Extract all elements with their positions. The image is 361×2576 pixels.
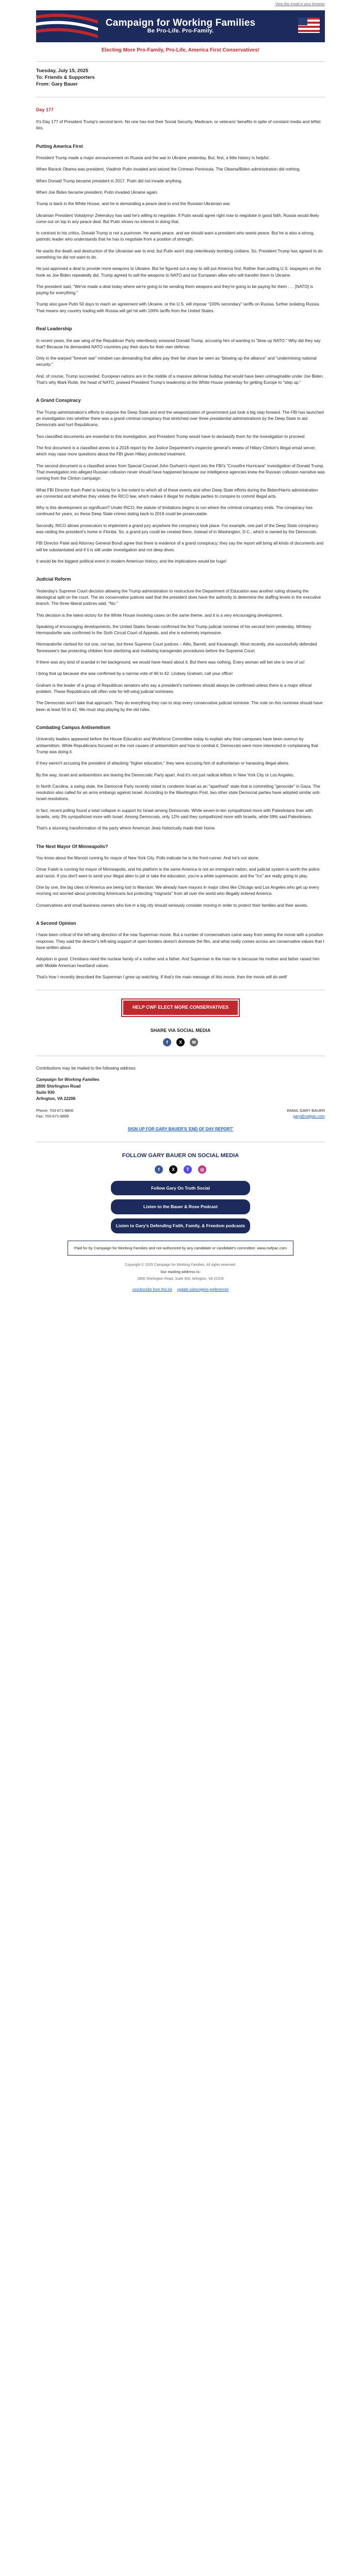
paragraph: Why is this development so significant? Under RICO, the statute of limitations begins to run where the criminal conspiracy ends. The conspiracy has continued for years, so these Deep State crimes dating back to 2016 could be prosecutable.: [36, 505, 313, 517]
email-from: From: Gary Bauer: [36, 81, 78, 87]
paragraph: University leaders appeared before the House Education and Workforce Committee today to explain why their campuses have been overrun by antisemitism. While Republicans focused on the root causes of antisemitism and how to combat it, Democrats were more interested in complaining that Trump was doing it.: [36, 737, 318, 754]
paragraph: Adoption is good. Christians need the nuclear family of a mother and a father. And Superman is the man he is because his mother and father raised him with Middle American heartland values.: [36, 957, 320, 968]
section-heading: Combating Campus Antisemitism: [36, 724, 110, 730]
paragraph: Trump also gave Putin 50 days to reach an agreement with Ukraine, or the U.S. will impose "100% secondary" tariffs on Russia, further isolating Russia. That means any country trading with Russia will get hit with 100% tariffs from the United States.: [36, 302, 320, 313]
paragraph: Ukrainian President Volodymyr Zelenskyy has said he's willing to negotiate. If Putin would agree right now to negotiate in good faith, Russia would likely come out on top in any peace deal. But Putin shows no interest in doing that.: [36, 213, 319, 224]
paragraph: If there was any kind of scandal in her background, we would have heard about it. But there was nothing. Every woman will bet she is one of us!: [36, 660, 305, 665]
paragraph: He just approved a deal to provide more weapons to Ukraine. But he figured out a way to still put America first. Rather than putting U.S. taxpayers on the hook as Joe Biden repeatedly did, Trump agreed to sell the weapons to NATO and our European allies who will transfer them to Ukraine.: [36, 266, 321, 278]
email-container: [36, 0, 325, 1293]
paragraph: I have been critical of the left-wing direction of the new Superman movie. But a number of conservatives came away from seeing the movie with a positive response. They said the director's left-wing support of open borders doesn't dominate the film, and what really comes across are conservative values that I have written about.: [36, 933, 324, 950]
paragraph: The Democrats won't take that approach. They do everything they can to stop every conservative judicial nominee. The vote on this nominee should have been at least 50 to 42. We must stop playing by the old rules.: [36, 701, 323, 712]
x-share-icon[interactable]: X: [176, 1038, 185, 1046]
contact-row: [36, 1108, 325, 1120]
paragraph: And, of course, Trump succeeded. European nations are in the middle of a massive defense buildup that would have been unimaginable under Joe Biden. That's why Mark Rutte, the head of NATO, praised President Trump's leadership at the White House yesterday for getting Europe to "step up.": [36, 374, 324, 385]
facebook-share-icon[interactable]: f: [163, 1038, 171, 1046]
street1: 2800 Shirlington Road: [36, 1083, 81, 1089]
paragraph: In contrast to his critics, Donald Trump is not a pushover. He wants peace, and we should want a president who wants peace. But he is also a strong, patriotic leader who understands that he has to negotiate from a position of strength.: [36, 231, 315, 242]
paragraph: Graham is the leader of a group of Republican senators who say a president's nominees should always be confirmed unless there is a major ethical problem. These Republicans will often vote for left-wing judicial nominees.: [36, 683, 312, 694]
logo-line2: Be Pro-Life. Pro-Family.: [147, 28, 214, 35]
section-heading: The Next Mayor Of Minneapolis?: [36, 843, 108, 849]
mailing-info: [36, 1065, 325, 1102]
signup-wrap: [36, 1126, 325, 1132]
btn-wrap-3: [36, 1218, 325, 1233]
paragraph: In fact, recent polling found a total collapse in support for Israel among Democrats. While seven-in-ten sympathized more with Palestinians than with Israelis, only 3% sympathized more with Israel. Among Democrats, only 12% said they sympathized more with Israelis, while 59% said Palestinians.: [36, 808, 313, 820]
truth-social-button[interactable]: Follow Gary On Truth Social: [111, 1181, 250, 1196]
stripes-decoration: [36, 10, 98, 42]
paragraph: The Trump administration's efforts to expose the Deep State and end the weaponization of government just took a big step forward. The FBI has launched an investigation into whether there was a grand criminal conspiracy that stretched over three presidential administrations by the Deep State to aid Democrats and hurt Republicans.: [36, 410, 324, 428]
email-link[interactable]: gary@cwfpac.com: [293, 1113, 325, 1118]
share-icons: [36, 1038, 325, 1046]
fax: Fax: 703-671-8899: [36, 1113, 69, 1118]
paragraph: Omar Fateh is running for mayor of Minneapolis, and his platform is the same America is not an immigrant nation, and judicial system is worth the police and racist. If you don't want to send your illegal alien to jail or take the education, you're a white supremacist, and the "ics" are really going to play.: [36, 867, 320, 878]
email-label: EMAIL GARY BAUER: [287, 1108, 325, 1113]
signup-link[interactable]: SIGN UP FOR GARY BAUER'S 'END OF DAY REPORT': [127, 1127, 234, 1132]
paragraph: That's how I recently described the Superman I grew up watching. If that's the main message of this movie, then the movie will do well!: [36, 974, 287, 979]
paragraph: When Joe Biden became president, Putin invaded Ukraine again.: [36, 190, 158, 195]
paragraph: I bring that up because she was confirmed by a narrow vote of 46 to 42. Lindsey Graham, call your office!: [36, 671, 233, 676]
paragraph: By the way, Israel and antisemitism are tearing the Democratic Party apart. And it's not just radical leftists in New York City or Los Angeles.: [36, 772, 294, 777]
share-title: SHARE VIA SOCIAL MEDIA: [150, 1027, 211, 1033]
paragraph: You know about the Marxist running for mayor of New York City. Polls indicate he is the front-runner. And he's not alone.: [36, 856, 260, 861]
paragraph: Only in the warped "forever war" mindset can demanding that allies pay their fair share be seen as "blowing up the alliance" and "undermining national security.": [36, 356, 317, 367]
paragraph: Speaking of encouraging developments, the United States Senate confirmed the first Trump judicial nominee of his second term yesterday. Whitney Hermandorfer was confirmed to the Sixth Circuit Court of Appeals, and she is extremely impressive.: [36, 624, 311, 636]
section-heading: A Grand Conspiracy: [36, 398, 81, 403]
facebook-icon[interactable]: f: [155, 1165, 163, 1174]
paragraph: This decision is the latest victory for the White House involving cases on the same theme, and it is a very encouraging development.: [36, 613, 283, 618]
preferences-link[interactable]: update subscription preferences: [177, 1287, 229, 1292]
header-banner: [36, 10, 325, 42]
paragraph: It would be the biggest political event in modern American history, and the implications would be huge!: [36, 558, 227, 564]
address-block: [36, 1077, 325, 1102]
email-date: Tuesday, July 15, 2025: [36, 68, 89, 74]
phone: Phone: 703-671-8800: [36, 1108, 74, 1113]
email-meta: [36, 68, 325, 88]
contrib-intro: Contributions may be mailed to the following address:: [36, 1066, 137, 1071]
tagline: Electing More Pro-Family, Pro-Life, America First Conservatives!: [36, 42, 325, 62]
mailing-address: 2800 Shirlington Road, Suite 930, Arlington, VA 22206: [137, 1277, 224, 1281]
paragraph: One by one, the big cities of America are being lost to Marxism. We already have mayors in major cities like Chicago and Los Angeles who get up every morning not worried about protecting Americans but protecting "migrants" from all over the world who illegally entered America.: [36, 885, 319, 896]
paid-for-disclaimer: Paid for by Campaign for Working Families and not authorized by any candidate or candidate's committee. www.cwfpac.com: [68, 1241, 293, 1256]
paragraph: When Donald Trump became president in 2017, Putin did not invade anything.: [36, 178, 183, 183]
paragraph: What FBI Director Kash Patel is looking for is the extent to which all of these events and other Deep State efforts during the Biden/Harris administration are connected and whether they violate the RICO law, which makes it illegal for multiple parties to conspire to commit illegal acts.: [36, 487, 318, 499]
email-share-icon[interactable]: ✉: [190, 1038, 198, 1046]
paragraph: Two classified documents are essential to this investigation, and President Trump would have to declassify them for the investigation to proceed.: [36, 434, 306, 439]
paragraph: That's a stunning transformation of the party where American Jews historically made their home.: [36, 826, 216, 831]
paragraph: If they weren't accusing the president of attacking "higher education," they were accusing him of authoritarian or harassing illegal aliens.: [36, 761, 290, 766]
btn-wrap-1: [36, 1181, 325, 1196]
paragraph: In recent years, the war wing of the Republican Party relentlessly smeared Donald Trump, accusing him of wanting to "blow up NATO." Why did they say that? Because he demanded NATO countries pay their dues for their own defense.: [36, 338, 321, 349]
section-heading: A Second Opinion: [36, 920, 76, 926]
section-heading: Real Leadership: [36, 326, 72, 332]
flag-icon: [296, 13, 322, 39]
paragraph: In North Carolina, a swing state, the Democrat Party recently voted to condemn Israel as an "apartheid" state that is committing "genocide" in Gaza. The resolution also called for an arms embargo against Israel. According to the Washington Post, two other state Democrat parties have adopted similar anti-Israel resolutions.: [36, 784, 321, 802]
instagram-icon[interactable]: ◎: [198, 1165, 206, 1174]
city: Arlington, VA 22206: [36, 1096, 76, 1101]
footer-copyright: [36, 1263, 325, 1282]
x-icon[interactable]: X: [169, 1165, 177, 1174]
podcast-button[interactable]: Listen to the Bauer & Rose Podcast: [111, 1199, 250, 1214]
paragraph: It's Day 177 of President Trump's second term. No one has lost their Social Security, Medicare, or veterans' benefits in spite of constant media and leftist lies.: [36, 119, 321, 131]
unsubscribe-link[interactable]: unsubscribe from this list: [132, 1287, 172, 1292]
copyright-text: Copyright © 2025 Campaign for Working Families, All rights reserved.: [125, 1263, 236, 1267]
email-to: To: Friends & Supporters: [36, 74, 95, 80]
street2: Suite 930: [36, 1090, 55, 1095]
paragraph: When Barack Obama was president, Vladimir Putin invaded and seized the Crimean Peninsula. The Obama/Biden administration did nothing.: [36, 167, 301, 172]
footer-links: [36, 1287, 325, 1293]
paragraph: President Trump made a major announcement on Russia and the war in Ukraine yesterday. But, first, a little history is helpful.: [36, 156, 270, 161]
logo: [106, 18, 256, 34]
paragraph: Secondly, RICO allows prosecutors to implement a grand jury anywhere the conspiracy took place. For example, one part of the Deep State conspiracy was raiding the president's home in Florida. So, a grand jury could be created there, instead of in Washington, D.C., which is owned by the Democrats.: [36, 523, 319, 535]
logo-line1: Campaign for Working Families: [105, 18, 256, 29]
paragraph: The president said, "We've made a deal today where we're going to be sending them weapons and they're going to be paying for them . . . [NATO] is paying for everything.": [36, 284, 313, 296]
paragraph: Conservatives and small business owners who live in a big city should seriously consider moving in order to protect their families and their assets.: [36, 903, 308, 908]
paragraph: The second document is a classified annex from Special Counsel John Durham's report into the FBI's "Crossfire Hurricane" investigation of Donald Trump. That investigation into alleged Russian collusion never should have happened because our intelligence agencies knew the Russian collusion narrative was coming from the Clinton campaign.: [36, 463, 325, 481]
follow-title: FOLLOW GARY BAUER ON SOCIAL MEDIA: [122, 1153, 239, 1159]
paragraph: Trump is back in the White House, and he is demanding a peace deal to end the Russian-Ukrainian war.: [36, 201, 231, 207]
day-title: Day 177: [36, 107, 54, 113]
mailing-label: Our mailing address is:: [160, 1270, 201, 1274]
org-name: Campaign for Working Families: [36, 1077, 100, 1082]
cta-wrap: [36, 999, 325, 1016]
view-in-browser-link[interactable]: View this email in your browser: [275, 3, 325, 6]
section-heading: Putting America First: [36, 143, 83, 149]
help-cwf-button[interactable]: HELP CWF ELECT MORE CONSERVATIVES: [122, 999, 239, 1016]
follow-icons: [36, 1165, 325, 1174]
btn-wrap-2: [36, 1199, 325, 1214]
faith-podcast-button[interactable]: Listen to Gary's Defending Faith, Family, & Freedom podcasts: [111, 1218, 250, 1233]
paragraph: Hermandorfer clerked for not one, not two, but three Supreme Court justices – Alito, Barrett, and Kavanaugh. Most recently, she successfully defended Tennessee's law protecting children from sterilizing and mutilating transgender procedures before the Supreme Court.: [36, 642, 317, 653]
section-heading: Judicial Reform: [36, 577, 71, 582]
article-body: [36, 107, 325, 980]
truth-social-icon[interactable]: T: [184, 1165, 192, 1174]
paragraph: FBI Director Patel and Attorney General Bondi agree that there is evidence of a grand conspiracy; they say the report will bring all kinds of documents and will be substantiated and if it is still under investigation and not deep dives.: [36, 541, 324, 552]
paragraph: The first document is a classified annex to a 2018 report by the Justice Department's inspector general's review of Hillary Clinton's illegal email server, which may raise more questions about the FBI given Hillary protected treatment.: [36, 446, 316, 457]
paragraph: Yesterday's Supreme Court decision allowing the Trump administration to restructure the Department of Education was another ruling showing the ideological split on the court. The six conservative justices said that the president does have the authority to determine the staffing levels in the executive branch. The three liberal justices said, "No.": [36, 588, 321, 606]
topbar: [36, 0, 325, 10]
paragraph: He wants the death and destruction of the Ukrainian war to end, but Putin won't stop relentlessly bombing civilians. So, President Trump has agreed to do something he did not want to do.: [36, 248, 323, 260]
